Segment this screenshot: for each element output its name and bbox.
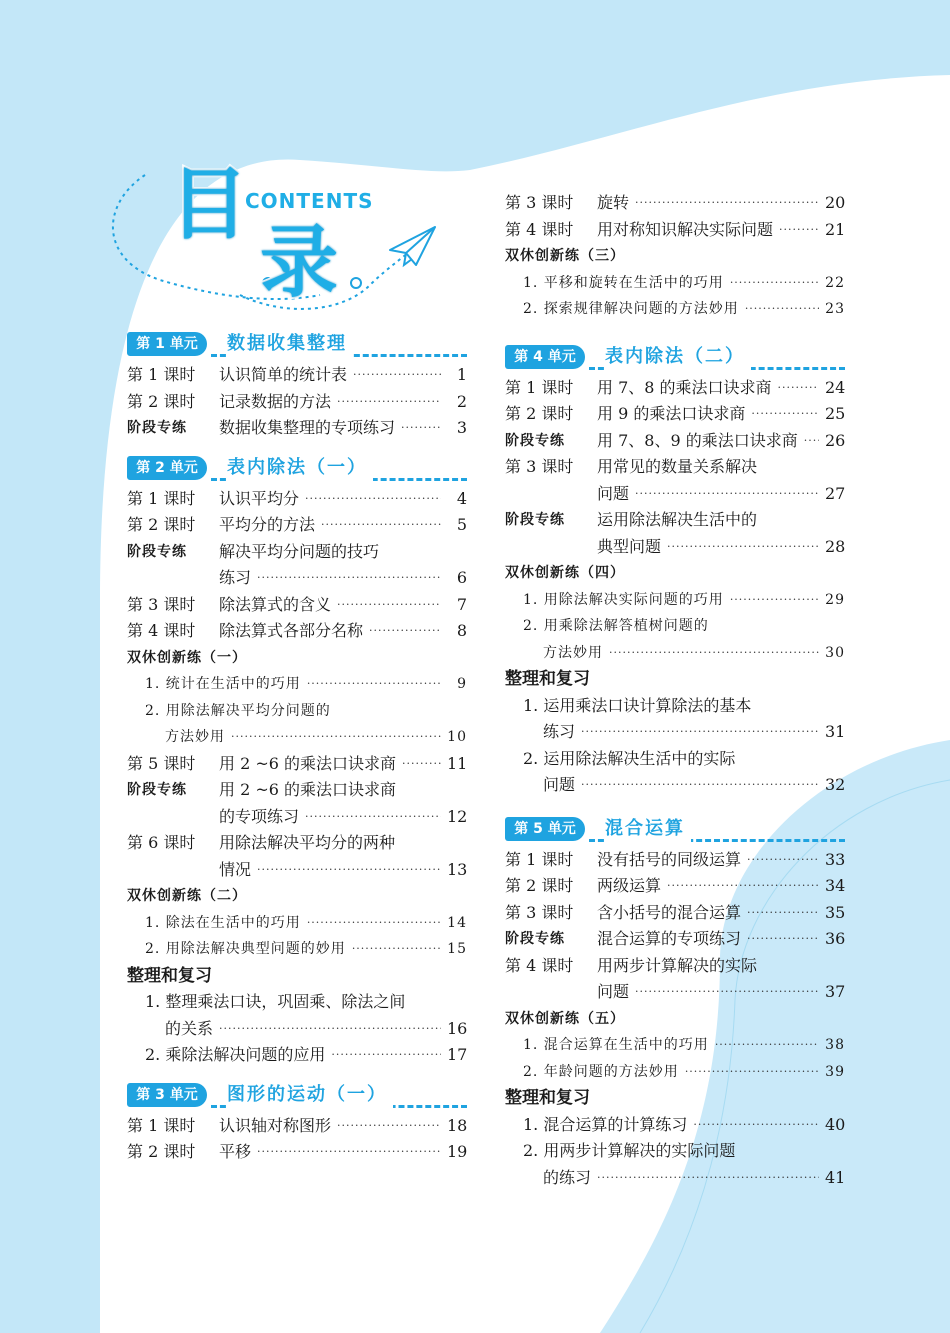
toc-entry[interactable]: 2. 探索规律解决问题的方法妙用 ····· 23 <box>505 296 845 323</box>
page-number: 40 <box>825 1114 846 1134</box>
page-number: 28 <box>825 536 846 556</box>
page-number: 25 <box>825 404 846 423</box>
toc-entry[interactable]: 第 3 课时 用常见的数量关系解决 <box>505 457 758 476</box>
leader-dots <box>751 401 819 428</box>
leader-dots <box>352 936 441 963</box>
contents-label: CONTENTS <box>245 189 374 213</box>
leader-dots <box>609 640 819 667</box>
page-number: 6 <box>456 568 467 587</box>
toc-entry[interactable]: 第 3 课时 除法算式的含义 ····· 7 <box>127 592 467 619</box>
unit-badge: 第 4 单元 <box>505 345 585 369</box>
leader-dots <box>635 979 819 1006</box>
page-number: 4 <box>456 488 467 508</box>
page-number: 26 <box>825 430 846 450</box>
page-number: 32 <box>825 775 846 794</box>
leader-dots <box>353 362 441 389</box>
leader-dots <box>804 428 819 455</box>
toc-entry[interactable]: 1. 除法在生活中的巧用 ····· 14 <box>127 910 467 937</box>
page-number: 20 <box>825 193 846 212</box>
toc-entry-continued[interactable]: 方法妙用 ····· 30 <box>505 640 845 667</box>
toc-entry[interactable]: 第 2 课时 两级运算 ····· 34 <box>505 873 845 900</box>
toc-entry[interactable]: 第 1 课时 认识简单的统计表 ····· 1 <box>127 362 467 389</box>
unit-1-header <box>127 330 467 360</box>
page-number: 41 <box>825 1167 846 1187</box>
toc-entry[interactable]: 2. 乘除法解决问题的应用 ····· 17 <box>127 1042 467 1069</box>
review-title: 整理和复习 <box>505 669 590 689</box>
weekend-practice-title: 双休创新练（二） <box>127 888 247 904</box>
page-number: 39 <box>825 1063 845 1080</box>
unit-badge: 第 3 单元 <box>127 1083 207 1107</box>
leader-dots <box>402 751 441 778</box>
leader-dots <box>305 486 441 513</box>
toc-entry[interactable]: 第 2 课时 平均分的方法 ····· 5 <box>127 512 467 539</box>
weekend-practice-title: 双休创新练（五） <box>505 1010 625 1027</box>
toc-entry[interactable]: 1. 平移和旋转在生活中的巧用 ····· 22 <box>505 270 845 297</box>
leader-dots <box>747 926 819 953</box>
leader-dots <box>257 565 441 592</box>
leader-dots <box>747 900 819 927</box>
unit-badge: 第 1 单元 <box>127 332 207 356</box>
toc-entry[interactable]: 阶段专练 混合运算的专项练习 ····· 36 <box>505 926 845 953</box>
toc-entry-continued[interactable]: 的练习 ····· 41 <box>505 1165 845 1192</box>
page-number: 2 <box>456 391 467 411</box>
leader-dots <box>257 857 441 884</box>
leader-dots <box>369 618 441 645</box>
page-number: 14 <box>447 914 467 931</box>
page-number: 23 <box>825 301 845 317</box>
leader-dots <box>667 873 819 900</box>
page-number: 9 <box>457 676 467 692</box>
leader-dots <box>581 772 819 799</box>
page-number: 36 <box>825 929 846 948</box>
page-number: 38 <box>825 1037 845 1053</box>
toc-title <box>100 160 460 335</box>
toc-entry[interactable]: 第 2 课时 记录数据的方法 ····· 2 <box>127 389 467 416</box>
toc-entry[interactable]: 2. 用乘除法解答植树问题的 <box>523 618 709 634</box>
toc-entry[interactable]: 1. 用除法解决实际问题的巧用 ····· 29 <box>505 587 845 614</box>
page-number: 33 <box>825 849 846 869</box>
page-number: 35 <box>825 902 846 922</box>
toc-left-column <box>127 330 467 1166</box>
leader-dots <box>321 512 441 539</box>
weekend-practice-title: 双休创新练（一） <box>127 649 247 666</box>
toc-entry-continued[interactable]: 问题 ····· 32 <box>505 772 845 799</box>
toc-entry-continued[interactable]: 方法妙用 ····· 10 <box>127 724 467 751</box>
unit-title: 数据收集整理 <box>227 330 353 358</box>
page-number: 1 <box>456 365 467 384</box>
leader-dots <box>715 1032 819 1059</box>
unit-title: 混合运算 <box>605 815 691 843</box>
review-title: 整理和复习 <box>505 1088 590 1108</box>
page-number: 27 <box>825 483 846 503</box>
page-number: 24 <box>825 377 846 397</box>
unit-title: 图形的运动（一） <box>227 1081 393 1109</box>
toc-entry[interactable]: 阶段专练 用 7、8、9 的乘法口诀求商 ····· 26 <box>505 428 845 455</box>
unit-badge: 第 2 单元 <box>127 456 207 480</box>
toc-entry[interactable]: 2. 用除法解决平均分问题的 <box>145 702 331 719</box>
leader-dots <box>337 1113 441 1140</box>
page-number: 11 <box>447 753 468 773</box>
page-number: 37 <box>825 982 846 1001</box>
leader-dots <box>597 1165 819 1192</box>
toc-entry-continued[interactable]: 的关系 ····· 16 <box>127 1016 467 1043</box>
toc-entry-continued[interactable]: 问题 ····· 27 <box>505 481 845 508</box>
page-number: 12 <box>447 806 468 826</box>
toc-entry[interactable]: 第 4 课时 用两步计算解决的实际 <box>505 955 758 975</box>
leader-dots <box>745 296 819 323</box>
leader-dots <box>635 481 819 508</box>
page-number: 13 <box>447 859 468 879</box>
leader-dots <box>635 190 819 217</box>
page-number: 15 <box>447 941 467 957</box>
toc-entry[interactable]: 第 2 课时 平移 ····· 19 <box>127 1139 467 1166</box>
page-number: 18 <box>447 1115 468 1135</box>
page-number: 10 <box>447 729 467 745</box>
page-number: 7 <box>456 594 467 614</box>
toc-entry-continued[interactable]: 典型问题 ····· 28 <box>505 534 845 561</box>
leader-dots <box>730 587 819 614</box>
page-number: 31 <box>825 722 846 741</box>
leader-dots <box>730 270 819 297</box>
leader-dots <box>337 592 441 619</box>
toc-entry[interactable]: 2. 用除法解决典型问题的妙用 ····· 15 <box>127 936 467 963</box>
toc-entry[interactable]: 第 5 课时 用 2 ~6 的乘法口诀求商 ····· 11 <box>127 751 467 778</box>
toc-entry[interactable]: 1. 统计在生活中的巧用 ····· 9 <box>127 671 467 698</box>
leader-dots <box>667 534 819 561</box>
page-number: 5 <box>456 515 467 534</box>
toc-entry-continued[interactable]: 情况 ····· 13 <box>127 857 467 884</box>
toc-entry[interactable]: 第 2 课时 用 9 的乘法口诀求商 ····· 25 <box>505 401 845 428</box>
toc-entry-continued[interactable]: 问题 ····· 37 <box>505 979 845 1006</box>
toc-entry[interactable]: 第 1 课时 认识平均分 ····· 4 <box>127 486 467 513</box>
toc-entry[interactable]: 阶段专练 解决平均分问题的技巧 <box>127 541 380 561</box>
page-number: 16 <box>447 1018 468 1038</box>
toc-entry[interactable]: 2. 运用除法解决生活中的实际 <box>523 748 736 768</box>
unit-title: 表内除法（二） <box>605 343 751 371</box>
toc-entry[interactable]: 1. 整理乘法口诀，巩固乘、除法之间 <box>145 992 406 1011</box>
toc-entry[interactable]: 第 1 课时 用 7、8 的乘法口诀求商 ····· 24 <box>505 375 845 402</box>
toc-entry[interactable]: 1. 混合运算的计算练习 ····· 40 <box>505 1112 845 1139</box>
leader-dots <box>581 719 819 746</box>
toc-entry[interactable]: 第 4 课时 用对称知识解决实际问题 ····· 21 <box>505 217 845 244</box>
leader-dots <box>778 375 819 402</box>
toc-entry[interactable]: 第 3 课时 旋转 ····· 20 <box>505 190 845 217</box>
toc-entry[interactable]: 阶段专练 数据收集整理的专项练习 ····· 3 <box>127 415 467 442</box>
leader-dots <box>331 1042 441 1069</box>
toc-right-column <box>505 190 845 1191</box>
leader-dots <box>747 847 819 874</box>
title-char-lu: 录 <box>260 218 339 308</box>
toc-entry-continued[interactable]: 练习 ····· 6 <box>127 565 467 592</box>
page-number: 34 <box>825 876 846 895</box>
toc-entry[interactable]: 第 6 课时 用除法解决平均分的两种 <box>127 833 396 852</box>
toc-entry[interactable]: 第 1 课时 没有括号的同级运算 ····· 33 <box>505 847 845 874</box>
page-number: 8 <box>456 621 467 640</box>
leader-dots <box>305 804 441 831</box>
leader-dots <box>685 1059 819 1086</box>
toc-entry[interactable]: 第 1 课时 认识轴对称图形 ····· 18 <box>127 1113 467 1140</box>
leader-dots <box>401 415 441 442</box>
unit-3-header <box>127 1081 467 1111</box>
leader-dots <box>307 910 441 937</box>
leader-dots <box>307 671 441 698</box>
unit-badge: 第 5 单元 <box>505 817 585 841</box>
page-number: 17 <box>447 1045 468 1064</box>
toc-entry[interactable]: 2. 用两步计算解决的实际问题 <box>523 1141 736 1160</box>
leader-dots <box>219 1016 441 1043</box>
unit-4-header <box>505 343 845 373</box>
leader-dots <box>779 217 819 244</box>
unit-2-header <box>127 454 467 484</box>
toc-entry[interactable]: 2. 年龄问题的方法妙用 ····· 39 <box>505 1059 845 1086</box>
page-number: 21 <box>825 219 846 239</box>
leader-dots <box>693 1112 819 1139</box>
page-number: 29 <box>825 591 845 608</box>
unit-title: 表内除法（一） <box>227 454 373 482</box>
leader-dots <box>231 724 441 751</box>
leader-dots <box>257 1139 441 1166</box>
toc-entry[interactable]: 1. 运用乘法口诀计算除法的基本 <box>523 695 752 715</box>
unit-5-header <box>505 815 845 845</box>
toc-entry[interactable]: 第 3 课时 含小括号的混合运算 ····· 35 <box>505 900 845 927</box>
toc-entry-continued[interactable]: 的专项练习 ····· 12 <box>127 804 467 831</box>
toc-entry[interactable]: 1. 混合运算在生活中的巧用 ····· 38 <box>505 1032 845 1059</box>
page-number: 22 <box>825 274 845 291</box>
page-number: 30 <box>825 644 845 661</box>
toc-entry[interactable]: 阶段专练 用 2 ~6 的乘法口诀求商 <box>127 780 397 799</box>
weekend-practice-title: 双休创新练（三） <box>505 248 625 264</box>
page-number: 3 <box>456 418 467 437</box>
title-char-mu: 目 <box>170 160 249 250</box>
review-title: 整理和复习 <box>127 965 212 986</box>
toc-entry[interactable]: 阶段专练 运用除法解决生活中的 <box>505 510 758 529</box>
leader-dots <box>337 389 441 416</box>
toc-entry[interactable]: 第 4 课时 除法算式各部分名称 ····· 8 <box>127 618 467 645</box>
toc-entry-continued[interactable]: 练习 ····· 31 <box>505 719 845 746</box>
weekend-practice-title: 双休创新练（四） <box>505 565 625 581</box>
page-number: 19 <box>447 1142 468 1161</box>
